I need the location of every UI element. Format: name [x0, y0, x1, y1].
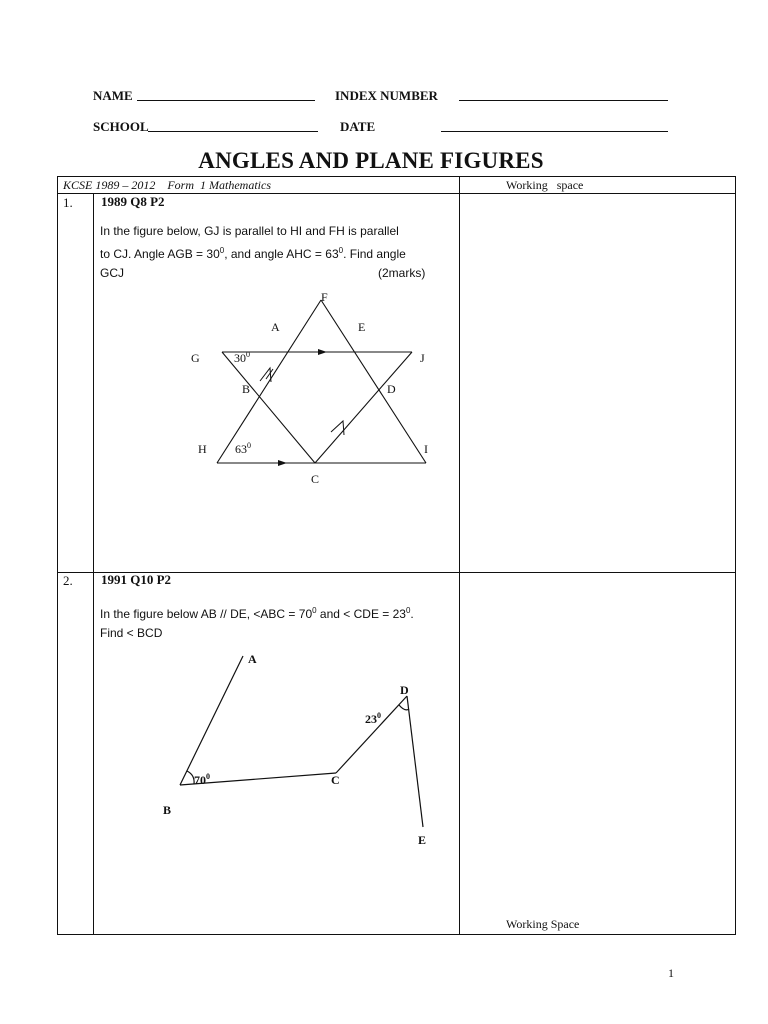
angle-d-value: $23^0$ [365, 711, 381, 726]
parallel-arrow-hi [278, 460, 287, 466]
label-i: I [424, 442, 428, 456]
label-j: J [420, 351, 425, 365]
question-1-marks: (2marks) [378, 266, 426, 280]
angle-arc-d [399, 705, 409, 710]
working-column-divider [459, 177, 460, 934]
school-label: SCHOOL [93, 119, 149, 134]
label-c: C [331, 773, 340, 787]
index-number-field[interactable] [459, 100, 668, 101]
label-d: D [387, 382, 396, 396]
date-field[interactable] [441, 131, 668, 132]
label-c: C [311, 472, 320, 486]
label-a: A [248, 652, 257, 666]
page-title: ANGLES AND PLANE FIGURES [198, 148, 544, 173]
parallel-arrow-gj [318, 349, 327, 355]
number-column-divider [93, 193, 94, 934]
label-b: B [163, 803, 172, 817]
question-2-line-1: In the figure below AB // DE, $<ABC = 70^0$ and < CDE = $23^0$. [100, 606, 414, 621]
question-1-text [100, 222, 450, 283]
figure-2-angles [150, 646, 450, 856]
page-number: 1 [668, 966, 674, 980]
school-field[interactable] [148, 131, 318, 132]
label-g: G [191, 351, 200, 365]
label-b: B [242, 382, 251, 396]
parallel-arrow-cj [331, 421, 344, 435]
date-label: DATE [340, 119, 376, 134]
angle-h-value: $63^0$ [235, 441, 251, 456]
line-de [407, 696, 423, 827]
question-2-text [100, 601, 455, 643]
label-d: D [400, 683, 409, 697]
question-1-number: 1. [63, 195, 73, 210]
angle-b-value: $70^0$ [194, 772, 210, 787]
question-2-code: 1991 Q10 P2 [101, 572, 172, 587]
question-2-line-2: Find < BCD [100, 626, 163, 640]
index-number-label: INDEX NUMBER [335, 88, 438, 103]
line-cd [336, 696, 407, 773]
question-2-number: 2. [63, 573, 73, 588]
question-1-code: 1989 Q8 P2 [101, 194, 165, 209]
line-fh [217, 300, 321, 463]
name-label: NAME [93, 88, 133, 103]
table-header-source: KCSE 1989 – 2012 Form 1 Mathematics [63, 178, 271, 192]
figure-1-star [180, 286, 450, 496]
question-1-line-3: GCJ (2marks) [100, 264, 450, 283]
line-jc [315, 352, 412, 463]
label-f: F [321, 290, 328, 304]
angle-g-value: $30^0$ [234, 350, 250, 365]
label-h: H [198, 442, 207, 456]
label-a: A [271, 320, 280, 334]
question-1-line-1: In the figure below, GJ is parallel to HI and FH is parallel [100, 224, 399, 238]
label-e: E [418, 833, 427, 847]
label-e: E [358, 320, 366, 334]
name-field[interactable] [137, 100, 315, 101]
question-1-line-2: to CJ. Angle AGB = $30^0$, and angle AHC = $63^0$. Find angle [100, 246, 406, 261]
working-space-footer: Working Space [506, 917, 580, 931]
line-ab [180, 656, 243, 785]
table-header-working: Working space [506, 178, 584, 192]
